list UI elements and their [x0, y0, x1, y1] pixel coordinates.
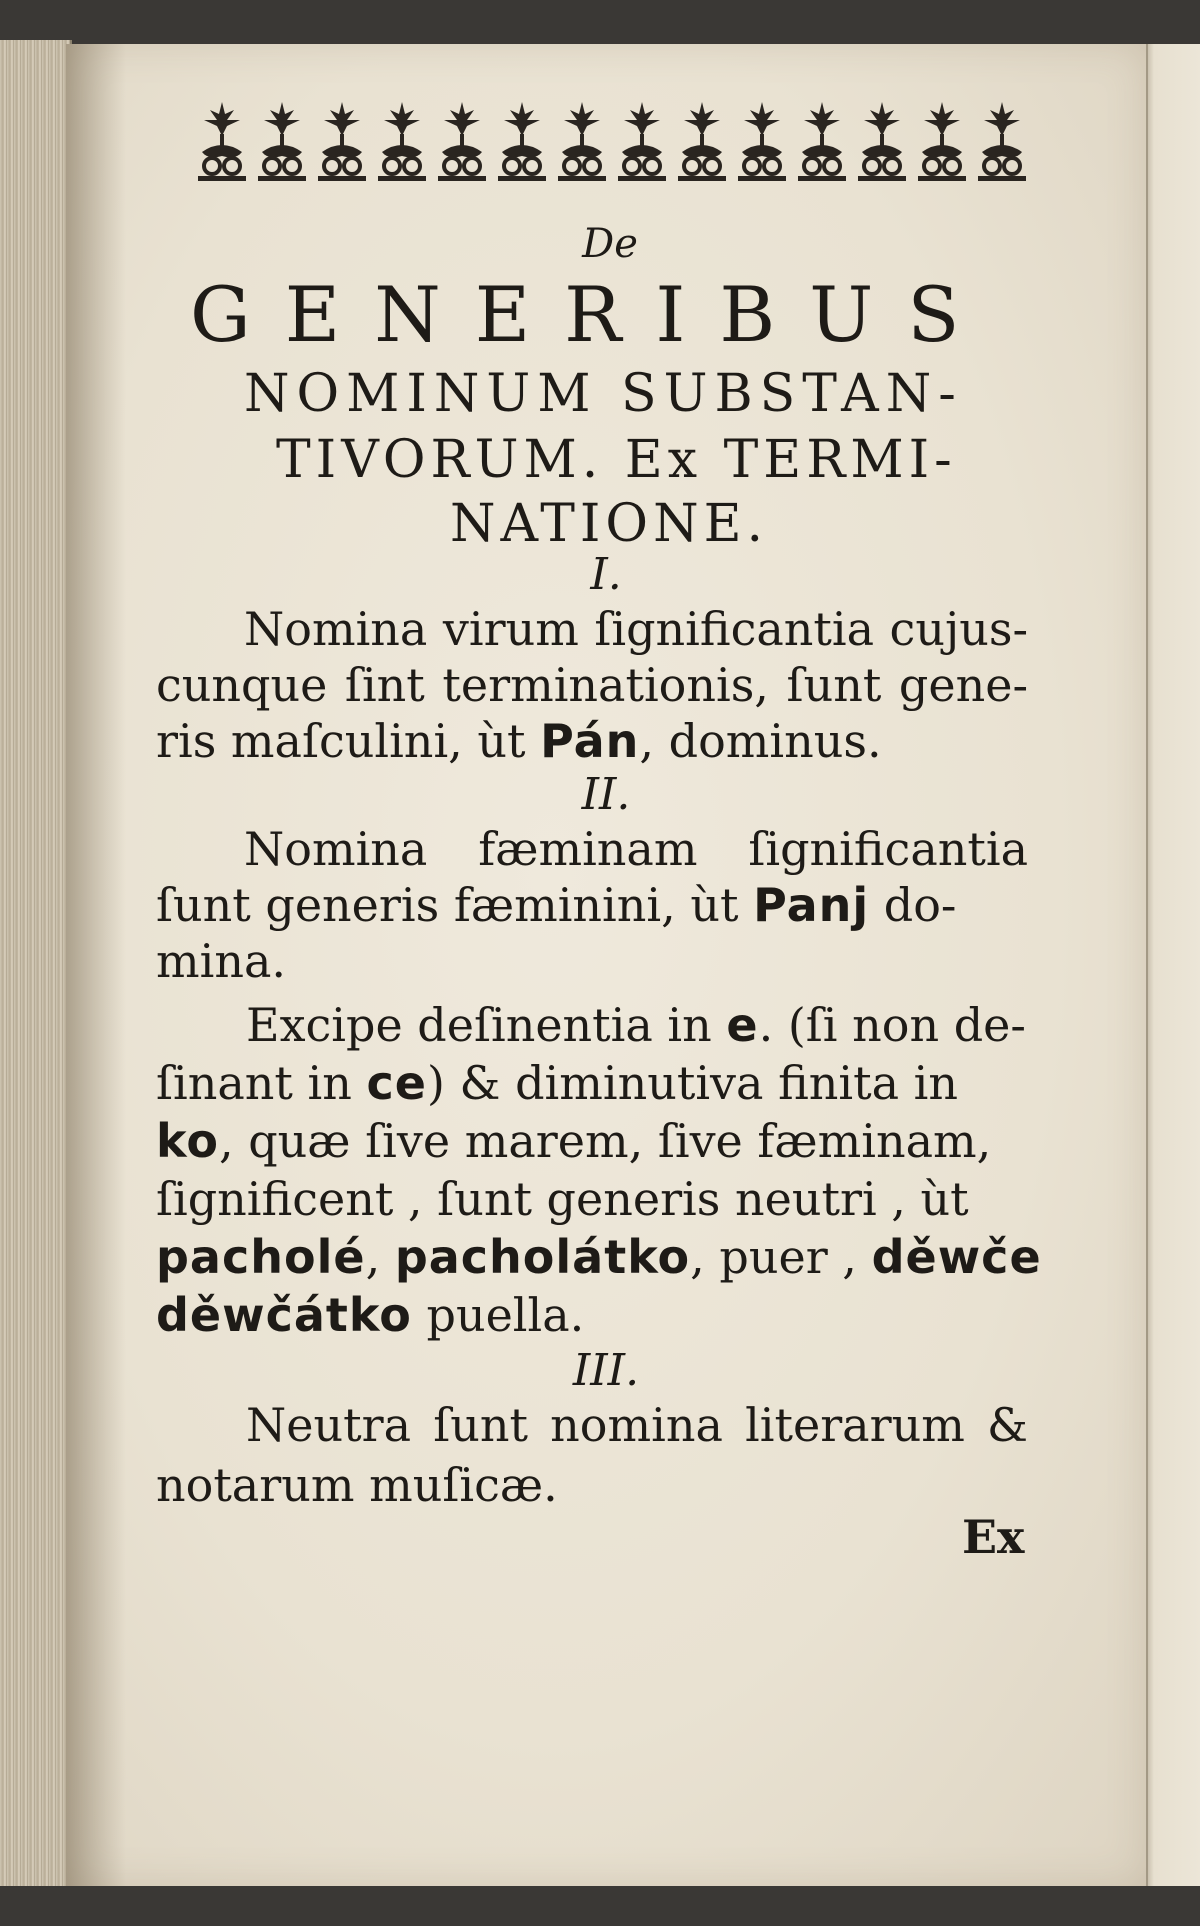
- fleuron-icon: [196, 100, 248, 184]
- s2-czech-pacholatko: pacholátko: [394, 1230, 691, 1284]
- section-number-3: III.: [572, 1345, 640, 1396]
- s1-line-3: [156, 712, 882, 770]
- heading-de: De: [582, 221, 638, 267]
- fleuron-icon: [616, 100, 668, 184]
- fleuron-icon: [976, 100, 1028, 184]
- s2-line-5: [156, 1054, 958, 1112]
- gutter-shadow: [66, 44, 126, 1886]
- s2-line-9: [156, 1286, 584, 1344]
- scan-background-bottom: [0, 1886, 1200, 1926]
- s2-line-2-end: do-: [869, 878, 957, 932]
- s3-line-1: Neutra ſunt nomina literarum &: [246, 1398, 1028, 1452]
- s2-czech-dewce: děwče: [871, 1230, 1042, 1284]
- heading-line-1: NOMINUM SUBSTAN-: [244, 364, 963, 424]
- fleuron-icon: [316, 100, 368, 184]
- scan-background-top: [0, 0, 1200, 40]
- s2-czech-pachole: pacholé: [156, 1230, 366, 1284]
- s2-ending-ko: ko: [156, 1114, 219, 1168]
- heading-main: GENERIBUS: [190, 270, 994, 359]
- s2-line-2-text: ſunt generis fæminini, ùt: [156, 878, 754, 932]
- s2-line-2: [156, 876, 956, 934]
- s2-ending-e: e: [726, 998, 759, 1052]
- s2-line-5-text: ſinant in: [156, 1056, 367, 1110]
- s2-czech-word: Panj: [753, 878, 870, 932]
- section-number-2: II.: [581, 769, 631, 820]
- s2-line-9-text: puella.: [411, 1288, 585, 1342]
- s2-line-4-text: Excipe deſinentia in: [246, 998, 727, 1052]
- s1-line-3-end: , dominus.: [639, 714, 882, 768]
- fleuron-icon: [916, 100, 968, 184]
- fleuron-icon: [856, 100, 908, 184]
- fleuron-icon: [376, 100, 428, 184]
- s2-line-6-text: , quæ ſive marem, ſive fæminam,: [218, 1114, 992, 1168]
- s2-line-8-puer: , puer ,: [690, 1230, 872, 1284]
- fleuron-icon: [496, 100, 548, 184]
- fleuron-icon: [796, 100, 848, 184]
- fleuron-icon: [256, 100, 308, 184]
- s2-line-7: ſignificent , ſunt generis neutri , ùt: [156, 1172, 969, 1226]
- fleuron-icon: [436, 100, 488, 184]
- s1-line-2: cunque ſint terminationis, ſunt gene-: [156, 658, 1028, 712]
- s3-line-2: notarum muſicæ.: [156, 1458, 558, 1512]
- s2-line-8-sep: ,: [365, 1230, 395, 1284]
- fleuron-icon: [676, 100, 728, 184]
- heading-line-3: NATIONE.: [450, 494, 769, 554]
- s2-line-3: mina.: [156, 934, 287, 988]
- s1-czech-word: Pán: [540, 714, 640, 768]
- facing-page-edge: [1146, 44, 1200, 1886]
- s2-czech-dewcatko: děwčátko: [156, 1288, 412, 1342]
- s2-line-4-end: . (ſi non de-: [758, 998, 1026, 1052]
- s2-ending-ce: ce: [366, 1056, 427, 1110]
- heading-line-2: TIVORUM. Ex TERMI-: [276, 430, 957, 490]
- section-number-1: I.: [590, 549, 622, 600]
- fleuron-icon: [556, 100, 608, 184]
- page-edges: [0, 40, 72, 1900]
- fleuron-icon: [736, 100, 788, 184]
- s2-line-6: [156, 1112, 991, 1170]
- catchword: Ex: [962, 1510, 1025, 1564]
- s2-line-8: [156, 1228, 1042, 1286]
- s2-line-4: [246, 996, 1026, 1054]
- s2-line-5-end: ) & diminutiva finita in: [426, 1056, 958, 1110]
- s1-line-3-text: ris maſculini, ùt: [156, 714, 541, 768]
- s1-line-1: Nomina virum ſignificantia cujus-: [244, 602, 1028, 656]
- ornament-band: [196, 100, 1028, 184]
- s2-line-1: Nomina fæminam ſignificantia: [244, 822, 1028, 876]
